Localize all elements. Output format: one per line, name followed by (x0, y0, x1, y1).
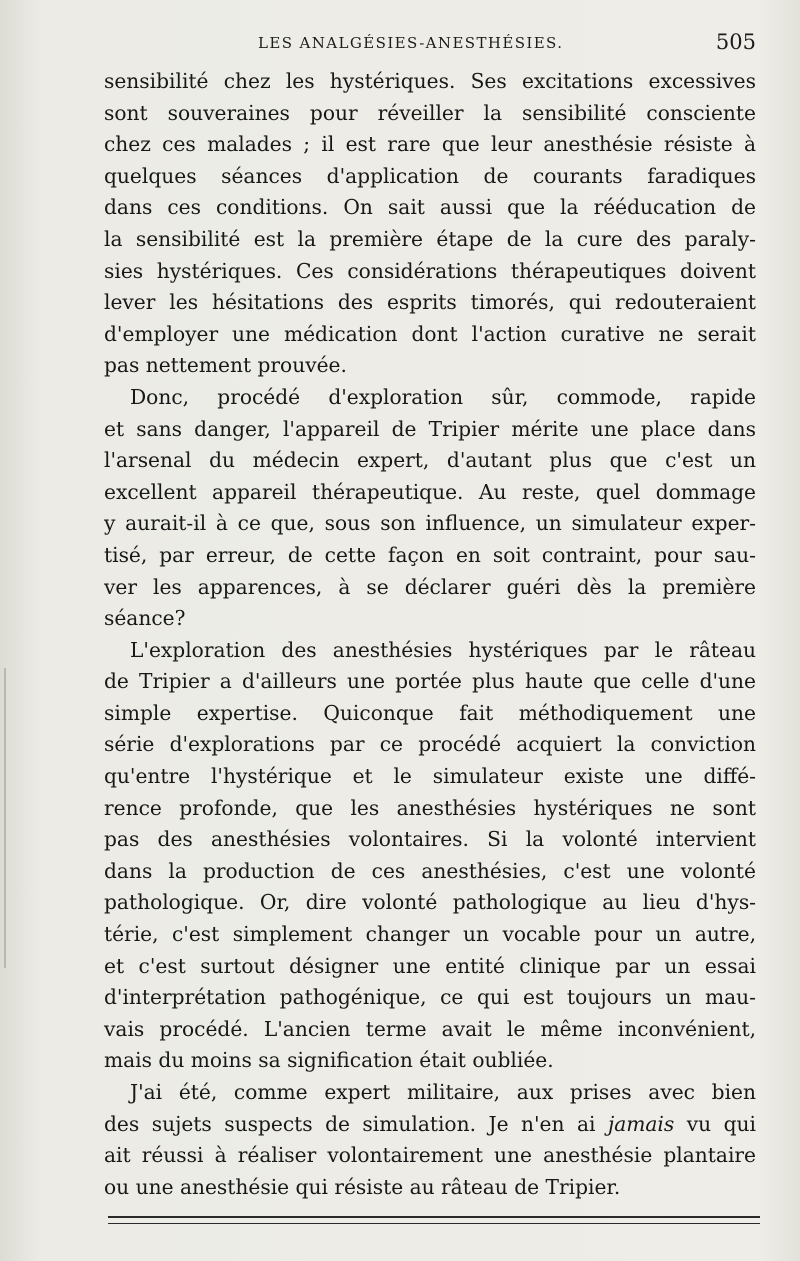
text-line: lever les hésitations des esprits timorés, qui redouteraient (104, 290, 756, 315)
text-line: séance? (104, 606, 186, 631)
text-line: rence profonde, que les anesthésies hystériques ne sont (104, 795, 756, 820)
text-line: pathologique. Or, dire volonté pathologique au lieu d'hys- (104, 890, 756, 915)
text-line: série d'explorations par ce procédé acquiert la conviction (104, 732, 756, 757)
text-line: d'interprétation pathogénique, ce qui est toujours un mau- (104, 985, 756, 1010)
text-line: quelques séances d'application de courants faradiques (104, 163, 756, 188)
running-title: LES ANALGÉSIES-ANESTHÉSIES. (258, 34, 564, 52)
text-line: des sujets suspects de simulation. Je n'en ai jamais vu qui (104, 1111, 756, 1136)
text-line: l'arsenal du médecin expert, d'autant plus que c'est un (104, 448, 756, 473)
text-line: y aurait-il à ce que, sous son influence, un simulateur exper- (104, 511, 756, 536)
text-line: mais du moins sa signification était oubliée. (104, 1048, 554, 1073)
binding-edge-mark (4, 668, 6, 968)
text-line: Donc, procédé d'exploration sûr, commode, rapide (130, 384, 756, 409)
body-text (104, 66, 756, 1203)
text-line: ait réussi à réaliser volontairement une anesthésie plantaire (104, 1143, 756, 1168)
text-line: dans la production de ces anesthésies, c'est une volonté (104, 858, 756, 883)
text-line: J'ai été, comme expert militaire, aux prises avec bien (130, 1080, 756, 1104)
page-header (108, 32, 756, 58)
text-line: et sans danger, l'appareil de Tripier mérite une place dans (104, 416, 756, 441)
footer-rule (108, 1216, 760, 1218)
text-line: sensibilité chez les hystériques. Ses excitations excessives (104, 69, 756, 93)
text-line: d'employer une médication dont l'action curative ne serait (104, 321, 756, 346)
text-line: tisé, par erreur, de cette façon en soit contraint, pour sau- (104, 542, 756, 567)
text-line: la sensibilité est la première étape de la cure des paraly- (104, 226, 756, 251)
footer-rule-thin (108, 1223, 760, 1224)
text-line: chez ces malades ; il est rare que leur anesthésie résiste à (104, 132, 756, 157)
text-line: qu'entre l'hystérique et le simulateur existe une diffé- (104, 764, 756, 789)
text-line: pas nettement prouvée. (104, 353, 347, 378)
text-line: ver les apparences, à se déclarer guéri dès la première (104, 574, 756, 599)
text-line: ou une anesthésie qui résiste au râteau de Tripier. (104, 1174, 621, 1199)
text-line: L'exploration des anesthésies hystériques par le râteau (130, 637, 756, 662)
text-line: vais procédé. L'ancien terme avait le même inconvénient, (104, 1016, 756, 1041)
text-line: sies hystériques. Ces considérations thérapeutiques doivent (104, 258, 756, 283)
page-number: 505 (715, 30, 756, 54)
emphasis: jamais (607, 1111, 675, 1136)
text-line: de Tripier a d'ailleurs une portée plus haute que celle d'une (104, 669, 756, 694)
text-line: excellent appareil thérapeutique. Au reste, quel dommage (104, 479, 756, 504)
text-line: pas des anesthésies volontaires. Si la volonté intervient (104, 827, 756, 852)
text-line: sont souveraines pour réveiller la sensibilité consciente (104, 100, 756, 125)
text-line: térie, c'est simplement changer un vocable pour un autre, (104, 922, 756, 947)
text-line: et c'est surtout désigner une entité clinique par un essai (104, 953, 756, 978)
text-line: simple expertise. Quiconque fait méthodiquement une (104, 700, 756, 725)
text-line: dans ces conditions. On sait aussi que la rééducation de (104, 195, 756, 220)
